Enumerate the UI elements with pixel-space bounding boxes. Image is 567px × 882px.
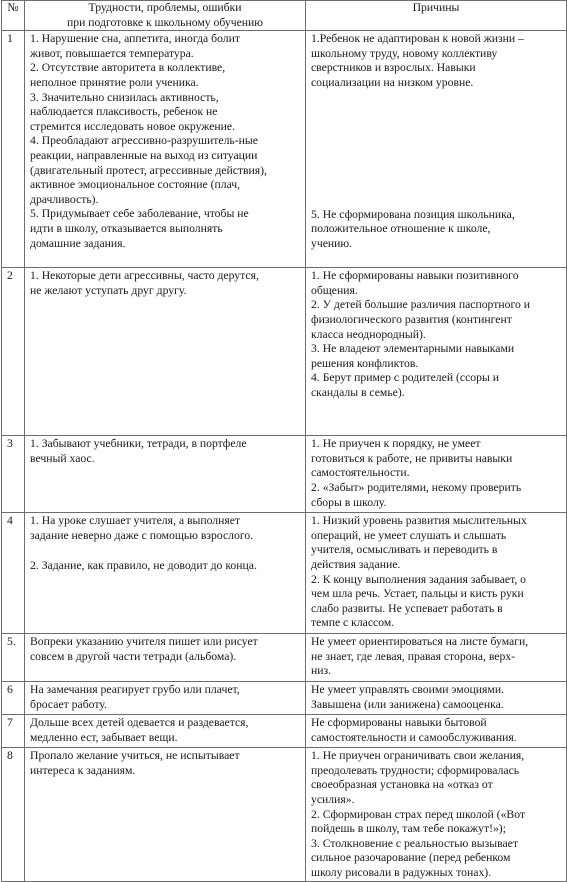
text-line: преодолевать трудности; сформировалась xyxy=(311,763,520,777)
difficulties-block xyxy=(30,559,300,574)
row-number: 3 xyxy=(2,436,25,513)
row-number: 1 xyxy=(2,31,25,268)
table-header-row xyxy=(2,1,567,31)
causes-cell xyxy=(306,268,567,436)
text-line: готовиться к работе, не привиты навыки xyxy=(311,451,513,465)
difficulties-cell xyxy=(25,634,306,682)
text-line: Не умеет управлять своими эмоциями. xyxy=(311,683,505,697)
text-line: интереса к заданиям. xyxy=(30,763,136,777)
text-line: общения. xyxy=(311,283,358,297)
table-row xyxy=(2,634,567,682)
row-number: 7 xyxy=(2,715,25,748)
text-line: 2. Задание, как правило, не доводит до конца. xyxy=(30,559,257,573)
text-line: задание неверно даже с помощью взрослого. xyxy=(30,528,254,542)
row-number: 4 xyxy=(2,513,25,634)
text-line: самостоятельности. xyxy=(311,466,410,480)
text-line: активное эмоциональное состояние (плач, xyxy=(30,178,241,192)
text-line: 1.Ребенок не адаптирован к новой жизни – xyxy=(311,32,524,46)
text-line: Пропало желание учиться, не испытывает xyxy=(30,749,240,763)
table-row xyxy=(2,513,567,634)
header-difficulties-line: Трудности, проблемы, ошибки xyxy=(88,1,242,14)
causes-cell xyxy=(306,634,567,682)
causes-cell xyxy=(306,513,567,634)
text-line: Дольше всех детей одевается и раздевается, xyxy=(30,716,249,730)
row-number: 6 xyxy=(2,682,25,715)
text-line: 2. К концу выполнения задания забывает, о xyxy=(311,572,527,586)
text-line: 1. Некоторые дети агрессивны, часто дерутся, xyxy=(30,269,259,283)
text-line: низ. xyxy=(311,664,332,678)
causes-block xyxy=(311,32,561,90)
difficulties-cell xyxy=(25,748,306,882)
text-line: 1. На уроке слушает учителя, а выполняет xyxy=(30,514,241,528)
text-line: операций, не умеет слушать и слышать xyxy=(311,528,507,542)
difficulties-table xyxy=(1,0,567,882)
text-line: своеобразная установка на «отказ от xyxy=(311,778,493,792)
text-line: не знает, где левая, правая сторона, верх- xyxy=(311,649,516,663)
text-line: класса неоднородный). xyxy=(311,327,426,341)
text-line: 2. Сформирован страх перед школой («Вот xyxy=(311,807,526,821)
table-row xyxy=(2,268,567,436)
text-line: наблюдается плаксивость, ребенок не xyxy=(30,105,218,119)
text-line: На замечания реагирует грубо или плачет, xyxy=(30,683,240,697)
header-difficulties xyxy=(25,1,306,31)
causes-cell xyxy=(306,715,567,748)
table-row xyxy=(2,748,567,882)
row-number: 8 xyxy=(2,748,25,882)
text-line: 1. Не приучен ограничивать свои желания, xyxy=(311,749,525,763)
difficulties-cell xyxy=(25,682,306,715)
text-line: 1. Не сформированы навыки позитивного xyxy=(311,269,519,283)
spacer xyxy=(30,543,300,559)
text-line: 1. Не приучен к порядку, не умеет xyxy=(311,437,481,451)
text-line: школу рисовали в радужных тонах). xyxy=(311,865,492,879)
causes-block xyxy=(311,208,561,252)
text-line: 3. Не владеют элементарными навыками xyxy=(311,342,515,356)
text-line: идти в школу, отказывается выполнять xyxy=(30,221,223,235)
text-line: темпе с классом. xyxy=(311,616,395,630)
header-causes: Причины xyxy=(306,1,567,31)
text-line: положительное отношение к школе, xyxy=(311,222,491,236)
text-line: медленно ест, забывает вещи. xyxy=(30,730,178,744)
spacer xyxy=(311,91,561,208)
text-line: решения конфликтов. xyxy=(311,356,419,370)
text-line: реакции, направленные на выход из ситуации xyxy=(30,148,258,162)
difficulties-cell xyxy=(25,268,306,436)
difficulties-cell xyxy=(25,715,306,748)
row-number: 2 xyxy=(2,268,25,436)
text-line: 4. Берут пример с родителей (ссоры и xyxy=(311,371,499,385)
table-row xyxy=(2,31,567,268)
text-line: слабо развиты. Не успевает работать в xyxy=(311,601,503,615)
text-line: Завышена (или занижена) самооценка. xyxy=(311,697,504,711)
text-line: Не сформированы навыки бытовой xyxy=(311,716,487,730)
causes-cell xyxy=(306,682,567,715)
header-number: № xyxy=(2,1,25,31)
text-line: живот, повышается температура. xyxy=(30,46,194,60)
text-line: 2. У детей большие различия паспортного и xyxy=(311,298,530,312)
text-line: (двигательный протест, агрессивные действия), xyxy=(30,163,267,177)
table-row xyxy=(2,436,567,513)
text-line: сверстников и взрослых. Навыки xyxy=(311,61,476,75)
text-line: пойдешь в школу, там тебе покажут!»); xyxy=(311,822,506,836)
text-line: учителя, осмысливать и переводить в xyxy=(311,543,498,557)
text-line: Не умеет ориентироваться на листе бумаги, xyxy=(311,635,529,649)
text-line: скандалы в семье). xyxy=(311,385,405,399)
text-line: 1. Забывают учебники, тетради, в портфеле xyxy=(30,437,247,451)
causes-cell xyxy=(306,31,567,268)
text-line: сильное разочарование (перед ребенком xyxy=(311,851,511,865)
text-line: 3. Значительно снизилась активность, xyxy=(30,90,219,104)
text-line: 1. Нарушение сна, аппетита, иногда болит xyxy=(30,32,240,46)
text-line: вечный хаос. xyxy=(30,451,95,465)
text-line: стремится исследовать новое окружение. xyxy=(30,119,236,133)
text-line: усилия». xyxy=(311,792,355,806)
difficulties-block xyxy=(30,514,300,543)
difficulties-cell xyxy=(25,436,306,513)
text-line: 5. Придумывает себе заболевание, чтобы не xyxy=(30,207,249,221)
header-difficulties-line: при подготовке к школьному обучению xyxy=(66,15,264,29)
causes-cell xyxy=(306,436,567,513)
text-line: 2. «Забыт» родителями, некому проверить xyxy=(311,480,522,494)
text-line: школьному труду, новому коллективу xyxy=(311,46,498,60)
text-line: совсем в другой части тетради (альбома). xyxy=(30,649,237,663)
text-line: домашние задания. xyxy=(30,236,126,250)
difficulties-cell xyxy=(25,31,306,268)
text-line: самостоятельности и самообслуживания. xyxy=(311,730,517,744)
text-line: бросает работу. xyxy=(30,697,107,711)
text-line: не желают уступать друг другу. xyxy=(30,283,187,297)
difficulties-cell xyxy=(25,513,306,634)
text-line: социализации на низком уровне. xyxy=(311,75,474,89)
text-line: 2. Отсутствие авторитета в коллективе, xyxy=(30,61,226,75)
text-line: сборы в школу. xyxy=(311,495,387,509)
text-line: Вопреки указанию учителя пишет или рисует xyxy=(30,635,258,649)
table-row xyxy=(2,682,567,715)
row-number: 5. xyxy=(2,634,25,682)
text-line: чем шла речь. Устает, пальцы и кисть руки xyxy=(311,587,524,601)
causes-cell xyxy=(306,748,567,882)
text-line: действия задание. xyxy=(311,557,401,571)
text-line: драчливость). xyxy=(30,192,99,206)
text-line: 1. Низкий уровень развития мыслительных xyxy=(311,514,527,528)
text-line: 5. Не сформирована позиция школьника, xyxy=(311,207,515,221)
text-line: 4. Преобладают агрессивно-разрушитель-ные xyxy=(30,134,258,148)
text-line: физиологического развития (контингент xyxy=(311,312,512,326)
text-line: 3. Столкновение с реальностью вызывает xyxy=(311,836,518,850)
text-line: учению. xyxy=(311,236,353,250)
table-row xyxy=(2,715,567,748)
text-line: неполное принятие роли ученика. xyxy=(30,75,199,89)
